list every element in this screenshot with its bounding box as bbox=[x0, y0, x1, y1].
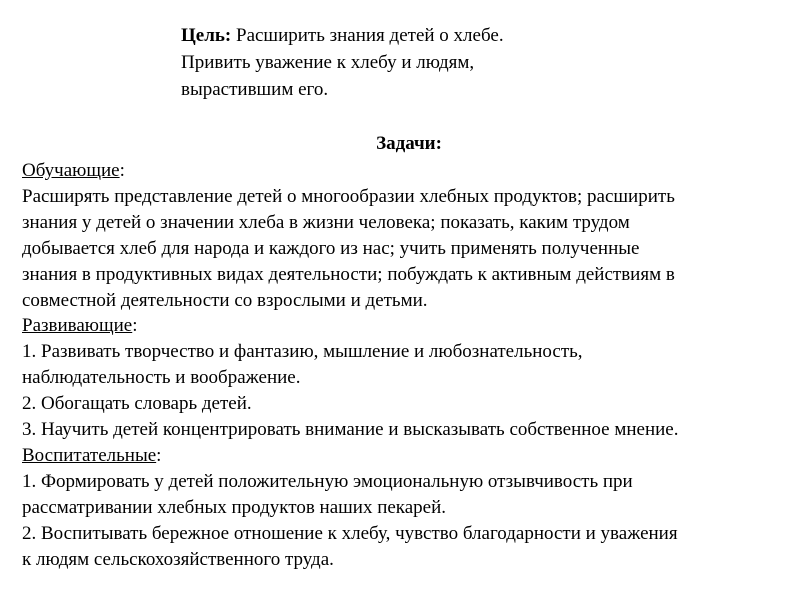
section-developing-colon: : bbox=[132, 315, 138, 337]
goal-block bbox=[181, 22, 601, 103]
section-upbringing-heading-line bbox=[22, 443, 798, 469]
tasks-body bbox=[22, 158, 798, 573]
goal-line-1 bbox=[181, 22, 601, 49]
upbringing-line: рассматривании хлебных продуктов наших пекарей. bbox=[22, 496, 447, 518]
section-developing-heading: Развивающие bbox=[22, 315, 133, 337]
developing-line: 3. Научить детей концентрировать внимание и высказывать собственное мнение. bbox=[22, 419, 679, 441]
educational-line: совместной деятельности со взрослыми и детьми. bbox=[22, 289, 428, 311]
developing-line: 1. Развивать творчество и фантазию, мышление и любознательность, bbox=[22, 341, 583, 363]
upbringing-line: к людям сельскохозяйственного труда. bbox=[22, 548, 334, 570]
tasks-title: Задачи: bbox=[376, 133, 442, 154]
section-educational-heading-line bbox=[22, 158, 798, 184]
educational-line: Расширять представление детей о многообразии хлебных продуктов; расширить bbox=[22, 185, 675, 207]
developing-line: наблюдательность и воображение. bbox=[22, 367, 301, 389]
goal-text-1: Расширить знания детей о хлебе. bbox=[231, 25, 504, 46]
section-educational-colon: : bbox=[119, 160, 125, 181]
section-developing-heading-line bbox=[22, 313, 798, 339]
goal-line-2: Привить уважение к хлебу и людям, bbox=[181, 52, 475, 73]
upbringing-line: 2. Воспитывать бережное отношение к хлебу, чувство благодарности и уважения bbox=[22, 522, 678, 544]
educational-line: знания в продуктивных видах деятельности; побуждать к активным действиям в bbox=[22, 263, 675, 285]
developing-line: 2. Обогащать словарь детей. bbox=[22, 393, 252, 415]
upbringing-line: 1. Формировать у детей положительную эмоциональную отзывчивость при bbox=[22, 470, 633, 492]
section-educational-heading: Обучающие bbox=[22, 160, 120, 181]
goal-label: Цель: bbox=[181, 25, 232, 46]
section-upbringing-heading: Воспитательные bbox=[22, 444, 157, 466]
educational-line: знания у детей о значении хлеба в жизни человека; показать, каким трудом bbox=[22, 211, 630, 233]
goal-line-3: вырастившим его. bbox=[181, 79, 329, 100]
educational-line: добывается хлеб для народа и каждого из нас; учить применять полученные bbox=[22, 237, 640, 259]
section-upbringing-colon: : bbox=[156, 444, 162, 466]
